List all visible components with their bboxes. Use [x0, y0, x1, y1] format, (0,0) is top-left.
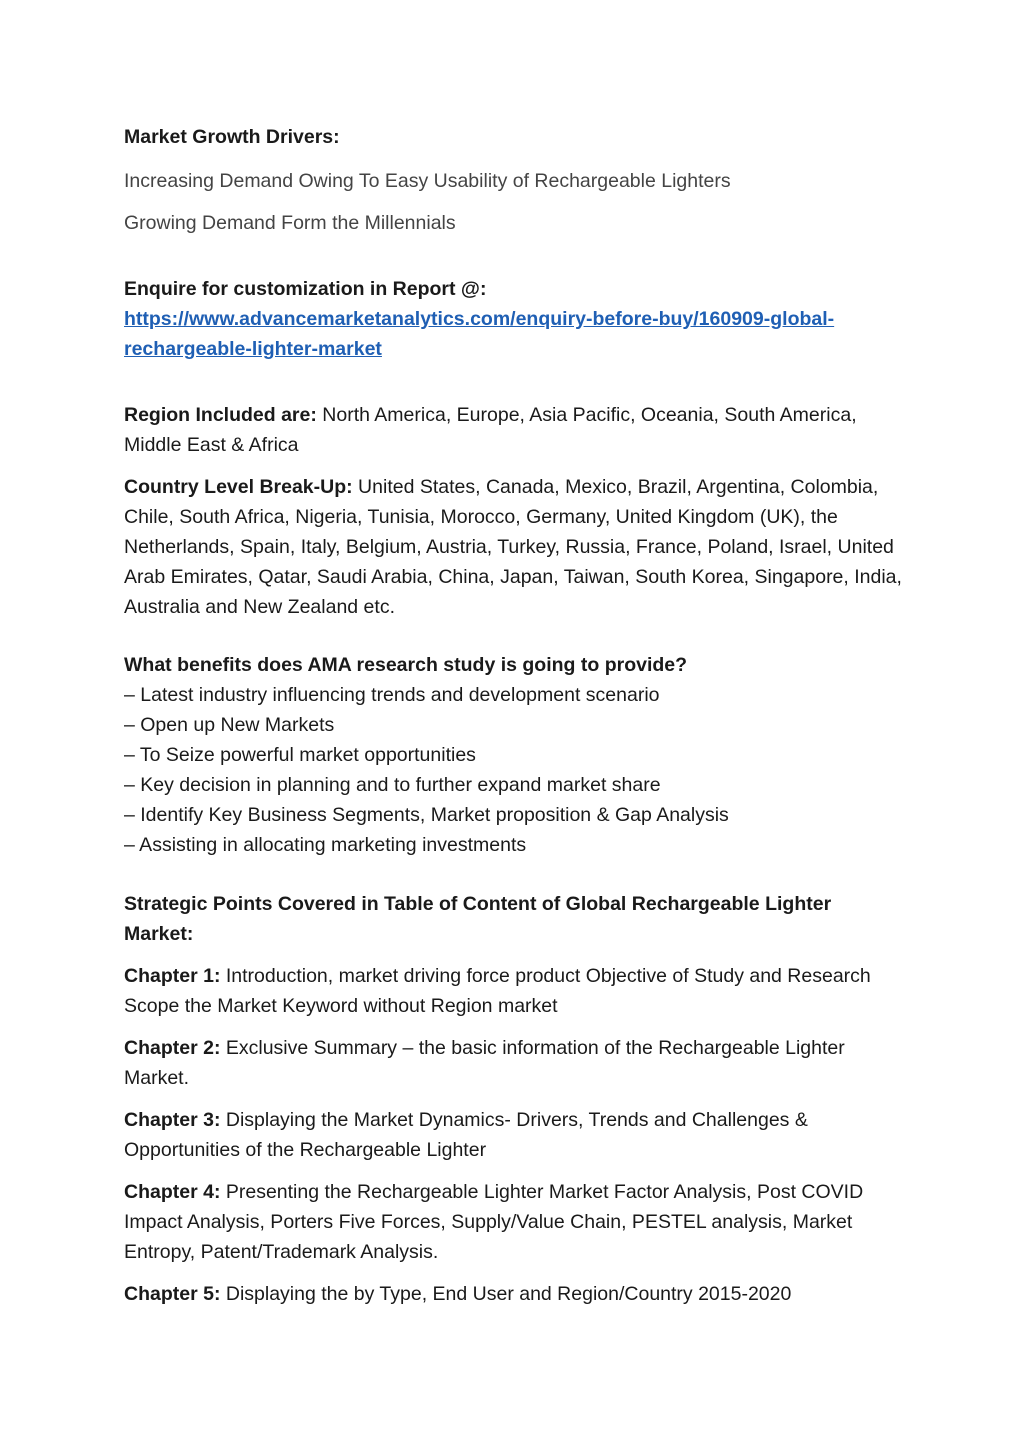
enquire-heading: Enquire for customization in Report @: — [124, 278, 487, 300]
benefits-heading: What benefits does AMA research study is going to provide? — [124, 654, 688, 676]
toc-heading: Strategic Points Covered in Table of Content of Global Rechargeable Lighter Market: — [124, 893, 832, 945]
benefit-item: – Latest industry influencing trends and development scenario — [124, 684, 660, 706]
enquiry-link-line2: rechargeable-lighter-market — [124, 338, 382, 360]
chapter-label: Chapter 3: — [124, 1109, 221, 1131]
benefit-item: – Key decision in planning and to further expand market share — [124, 774, 661, 796]
chapter-text: Displaying the by Type, End User and Region/Country 2015-2020 — [220, 1283, 792, 1305]
chapter-text: Introduction, market driving force product Objective of Study and Research Scope the Market Keyword without Region market — [124, 965, 871, 1017]
enquiry-link-line1: https://www.advancemarketanalytics.com/enquiry-before-buy/160909-global- — [124, 308, 835, 330]
chapter-label: Chapter 4: — [124, 1181, 221, 1203]
chapter-paragraph — [124, 1105, 904, 1165]
regions-text: North America, Europe, Asia Pacific, Oceania, South America, Middle East & Africa — [124, 404, 857, 456]
chapter-label: Chapter 1: — [124, 965, 221, 987]
countries-text: United States, Canada, Mexico, Brazil, Argentina, Colombia, Chile, South Africa, Nigeria, Tunisia, Morocco, Germany, United Kingdom (UK), the Netherlands, Spain, Italy, Belgium, Austria, Turkey, Russia, France, Poland, Israel, United Arab Emirates, Qatar, Saudi Arabia, China, Japan, Taiwan, South Korea, Singapore, India, Australia and New Zealand etc. — [124, 476, 902, 618]
countries-paragraph — [124, 472, 904, 622]
benefit-item: – To Seize powerful market opportunities — [124, 744, 476, 766]
enquiry-link[interactable] — [124, 304, 904, 364]
chapter-text: Presenting the Rechargeable Lighter Market Factor Analysis, Post COVID Impact Analysis, Porters Five Forces, Supply/Value Chain, PESTEL analysis, Market Entropy, Patent/Trademark Analysis. — [124, 1181, 864, 1263]
chapter-label: Chapter 5: — [124, 1283, 221, 1305]
chapter-label: Chapter 2: — [124, 1037, 221, 1059]
chapter-text: Displaying the Market Dynamics- Drivers, Trends and Challenges & Opportunities of the Rechargeable Lighter — [124, 1109, 808, 1161]
growth-driver-item: Growing Demand Form the Millennials — [124, 212, 456, 234]
regions-paragraph — [124, 400, 904, 460]
benefit-item: – Identify Key Business Segments, Market proposition & Gap Analysis — [124, 804, 729, 826]
chapter-paragraph — [124, 961, 904, 1021]
benefit-item: – Open up New Markets — [124, 714, 335, 736]
countries-label: Country Level Break-Up: — [124, 476, 353, 498]
regions-label: Region Included are: — [124, 404, 317, 426]
growth-drivers-heading: Market Growth Drivers: — [124, 126, 340, 148]
growth-driver-item: Increasing Demand Owing To Easy Usability of Rechargeable Lighters — [124, 170, 731, 192]
document-body — [124, 122, 904, 1309]
chapter-paragraph — [124, 1033, 904, 1093]
benefit-item: – Assisting in allocating marketing investments — [124, 834, 527, 856]
chapter-paragraph — [124, 1177, 904, 1267]
chapter-text: Exclusive Summary – the basic information of the Rechargeable Lighter Market. — [124, 1037, 845, 1089]
chapter-paragraph — [124, 1279, 904, 1309]
